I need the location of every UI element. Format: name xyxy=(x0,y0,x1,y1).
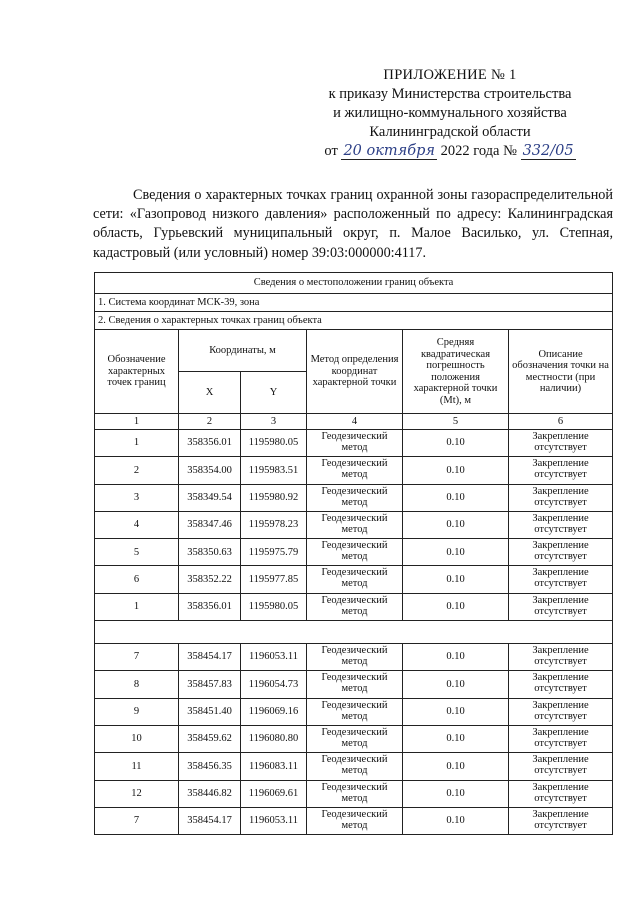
coord-y-cell: 1195980.05 xyxy=(241,430,307,457)
appendix-ministry-line: и жилищно-коммунального хозяйства xyxy=(333,105,567,121)
method-cell: Геодезический метод xyxy=(307,484,403,511)
method-cell: Геодезический метод xyxy=(307,753,403,780)
error-cell: 0.10 xyxy=(403,593,509,620)
error-cell: 0.10 xyxy=(403,566,509,593)
point-number-cell: 6 xyxy=(95,566,179,593)
coord-y-cell: 1195977.85 xyxy=(241,566,307,593)
point-number-cell: 12 xyxy=(95,780,179,807)
coord-y-cell: 1196053.11 xyxy=(241,644,307,671)
appendix-region-line: Калининградской области xyxy=(369,124,531,140)
table-row xyxy=(95,511,613,538)
method-cell: Геодезический метод xyxy=(307,593,403,620)
column-number: 4 xyxy=(307,414,403,430)
coord-x-cell: 358352.22 xyxy=(179,566,241,593)
handwritten-date: 20 октября xyxy=(343,143,435,159)
error-cell: 0.10 xyxy=(403,457,509,484)
coord-y-cell: 1196080.80 xyxy=(241,725,307,752)
table-row xyxy=(95,780,613,807)
appendix-date-line xyxy=(300,142,600,161)
point-number-cell: 10 xyxy=(95,725,179,752)
error-cell: 0.10 xyxy=(403,430,509,457)
coord-x-cell: 358451.40 xyxy=(179,698,241,725)
header-x: X xyxy=(179,372,241,414)
header-error: Средняя квадратическая погрешность положения характерной точки (Mt), м xyxy=(403,330,509,414)
error-cell: 0.10 xyxy=(403,753,509,780)
coord-y-cell: 1196053.11 xyxy=(241,807,307,834)
table-row xyxy=(95,566,613,593)
point-number-cell: 5 xyxy=(95,539,179,566)
description-cell: Закрепление отсутствует xyxy=(509,644,613,671)
coord-x-cell: 358459.62 xyxy=(179,725,241,752)
method-cell: Геодезический метод xyxy=(307,725,403,752)
coord-y-cell: 1196054.73 xyxy=(241,671,307,698)
description-cell: Закрепление отсутствует xyxy=(509,725,613,752)
error-cell: 0.10 xyxy=(403,484,509,511)
column-number: 5 xyxy=(403,414,509,430)
coord-x-cell: 358457.83 xyxy=(179,671,241,698)
method-cell: Геодезический метод xyxy=(307,644,403,671)
coord-y-cell: 1196083.11 xyxy=(241,753,307,780)
description-cell: Закрепление отсутствует xyxy=(509,753,613,780)
column-number: 1 xyxy=(95,414,179,430)
coord-x-cell: 358350.63 xyxy=(179,539,241,566)
coord-y-cell: 1195980.92 xyxy=(241,484,307,511)
error-cell: 0.10 xyxy=(403,780,509,807)
method-cell: Геодезический метод xyxy=(307,566,403,593)
point-number-cell: 7 xyxy=(95,644,179,671)
separator-row xyxy=(95,621,613,644)
appendix-block xyxy=(300,66,600,161)
description-cell: Закрепление отсутствует xyxy=(509,671,613,698)
method-cell: Геодезический метод xyxy=(307,430,403,457)
header-coords: Координаты, м xyxy=(179,330,307,372)
header-point: Обозначение характерных точек границ xyxy=(95,330,179,414)
description-cell: Закрепление отсутствует xyxy=(509,807,613,834)
coord-x-cell: 358356.01 xyxy=(179,593,241,620)
column-number: 3 xyxy=(241,414,307,430)
coord-y-cell: 1195983.51 xyxy=(241,457,307,484)
coord-x-cell: 358349.54 xyxy=(179,484,241,511)
coord-x-cell: 358454.17 xyxy=(179,807,241,834)
error-cell: 0.10 xyxy=(403,539,509,566)
description-cell: Закрепление отсутствует xyxy=(509,593,613,620)
table-row xyxy=(95,644,613,671)
point-number-cell: 11 xyxy=(95,753,179,780)
table-row xyxy=(95,539,613,566)
table-row xyxy=(95,807,613,834)
coord-y-cell: 1196069.61 xyxy=(241,780,307,807)
point-number-cell: 7 xyxy=(95,807,179,834)
coord-x-cell: 358446.82 xyxy=(179,780,241,807)
appendix-order-line: к приказу Министерства строительства xyxy=(328,86,572,102)
description-cell: Закрепление отсутствует xyxy=(509,780,613,807)
description-cell: Закрепление отсутствует xyxy=(509,698,613,725)
method-cell: Геодезический метод xyxy=(307,511,403,538)
header-y: Y xyxy=(241,372,307,414)
error-cell: 0.10 xyxy=(403,511,509,538)
description-cell: Закрепление отсутствует xyxy=(509,539,613,566)
coordinate-system-row: 1. Система координат МСК-39, зона xyxy=(95,294,613,312)
method-cell: Геодезический метод xyxy=(307,539,403,566)
table-row xyxy=(95,430,613,457)
description-cell: Закрепление отсутствует xyxy=(509,566,613,593)
description-cell: Закрепление отсутствует xyxy=(509,484,613,511)
date-year: 2022 года № xyxy=(440,143,517,159)
error-cell: 0.10 xyxy=(403,698,509,725)
coord-x-cell: 358454.17 xyxy=(179,644,241,671)
table-row xyxy=(95,484,613,511)
points-section-row: 2. Сведения о характерных точках границ объекта xyxy=(95,312,613,330)
table-row xyxy=(95,457,613,484)
coord-y-cell: 1196069.16 xyxy=(241,698,307,725)
coord-x-cell: 358354.00 xyxy=(179,457,241,484)
boundary-points-table xyxy=(94,272,613,835)
table-row xyxy=(95,698,613,725)
separator-cell xyxy=(95,621,613,644)
point-number-cell: 2 xyxy=(95,457,179,484)
point-number-cell: 1 xyxy=(95,430,179,457)
method-cell: Геодезический метод xyxy=(307,780,403,807)
point-number-cell: 8 xyxy=(95,671,179,698)
table-row xyxy=(95,671,613,698)
coord-y-cell: 1195980.05 xyxy=(241,593,307,620)
appendix-title: ПРИЛОЖЕНИЕ № 1 xyxy=(383,67,517,83)
point-number-cell: 4 xyxy=(95,511,179,538)
column-number: 2 xyxy=(179,414,241,430)
column-number: 6 xyxy=(509,414,613,430)
method-cell: Геодезический метод xyxy=(307,698,403,725)
coord-x-cell: 358347.46 xyxy=(179,511,241,538)
method-cell: Геодезический метод xyxy=(307,457,403,484)
coord-x-cell: 358356.01 xyxy=(179,430,241,457)
date-prefix: от xyxy=(324,143,338,159)
header-method: Метод определения координат характерной точки xyxy=(307,330,403,414)
handwritten-order-number: 332/05 xyxy=(522,143,574,159)
method-cell: Геодезический метод xyxy=(307,671,403,698)
table-row xyxy=(95,725,613,752)
table-row xyxy=(95,593,613,620)
error-cell: 0.10 xyxy=(403,671,509,698)
description-cell: Закрепление отсутствует xyxy=(509,511,613,538)
error-cell: 0.10 xyxy=(403,725,509,752)
coord-x-cell: 358456.35 xyxy=(179,753,241,780)
point-number-cell: 1 xyxy=(95,593,179,620)
error-cell: 0.10 xyxy=(403,807,509,834)
coord-y-cell: 1195978.23 xyxy=(241,511,307,538)
description-cell: Закрепление отсутствует xyxy=(509,430,613,457)
intro-paragraph: Сведения о характерных точках границ охранной зоны газораспределительной сети: «Газопровод низкого давления» расположенный по адресу: Калининградская область, Гурьевский муниципальный округ, п. Малое Василько, ул. Степная, кадастровый (или условный) номер 39:03:000000:4117. xyxy=(93,187,613,261)
method-cell: Геодезический метод xyxy=(307,807,403,834)
table-title: Сведения о местоположении границ объекта xyxy=(95,273,613,294)
description-cell: Закрепление отсутствует xyxy=(509,457,613,484)
error-cell: 0.10 xyxy=(403,644,509,671)
header-description: Описание обозначения точки на местности (при наличии) xyxy=(509,330,613,414)
point-number-cell: 3 xyxy=(95,484,179,511)
coord-y-cell: 1195975.79 xyxy=(241,539,307,566)
point-number-cell: 9 xyxy=(95,698,179,725)
table-row xyxy=(95,753,613,780)
